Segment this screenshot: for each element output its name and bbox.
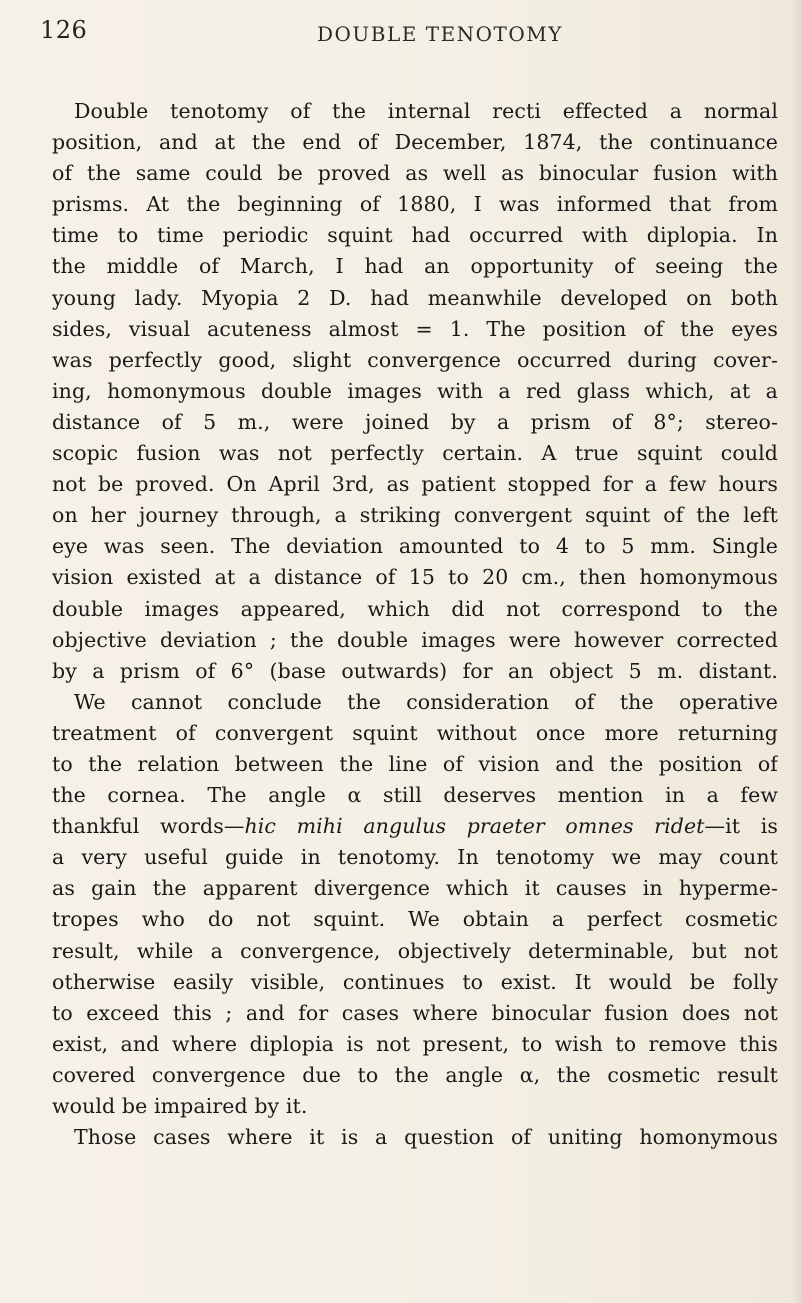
- page-number: 126: [40, 16, 88, 44]
- text-segment: thankful words—: [52, 814, 245, 839]
- text-line: treatment of convergent squint without once more returning: [52, 720, 778, 745]
- text-line: by a prism of 6° (base outwards) for an object 5 m. distant.: [52, 658, 778, 683]
- text-line: vision existed at a distance of 15 to 20 cm., then homonymous: [52, 565, 778, 590]
- text-line: on her journey through, a striking convergent squint of the left: [52, 503, 778, 528]
- text-line: distance of 5 m., were joined by a prism of 8°; stereo-: [52, 409, 778, 434]
- text-line: a very useful guide in tenotomy. In tenotomy we may count: [52, 845, 778, 870]
- latin-quotation: hic mihi angulus praeter omnes ridet: [244, 814, 705, 839]
- text-line: exist, and where diplopia is not present, to wish to remove this: [52, 1031, 778, 1056]
- text-line: tropes who do not squint. We obtain a perfect cosmetic: [52, 907, 778, 932]
- page-edge-shadow: [791, 0, 801, 1303]
- text-line: eye was seen. The deviation amounted to 4 to 5 mm. Single: [52, 534, 778, 559]
- text-segment: —it is: [704, 814, 778, 839]
- text-line: ing, homonymous double images with a red glass which, at a: [52, 378, 778, 403]
- text-line: result, while a convergence, objectively determinable, but not: [52, 938, 778, 963]
- text-line: position, and at the end of December, 1874, the continuance: [52, 130, 778, 155]
- text-line: prisms. At the beginning of 1880, I was informed that from: [52, 192, 778, 217]
- text-line: Those cases where it is a question of uniting homonymous: [74, 1125, 778, 1150]
- text-line: was perfectly good, slight convergence occurred during cover-: [52, 347, 778, 372]
- text-line: the cornea. The angle α still deserves mention in a few: [52, 783, 778, 808]
- text-line: would be impaired by it.: [52, 1094, 308, 1118]
- text-line: We cannot conclude the consideration of the operative: [74, 689, 778, 714]
- text-line: the middle of March, I had an opportunity of seeing the: [52, 254, 778, 279]
- text-line: scopic fusion was not perfectly certain. A true squint could: [52, 441, 778, 466]
- text-line: double images appeared, which did not correspond to the: [52, 596, 778, 621]
- text-line: objective deviation ; the double images were however corrected: [52, 627, 778, 652]
- text-line-mixed: [52, 811, 778, 842]
- running-title: DOUBLE TENOTOMY: [317, 22, 563, 46]
- text-line: to exceed this ; and for cases where binocular fusion does not: [52, 1000, 778, 1025]
- running-head: [40, 14, 780, 54]
- text-line: sides, visual acuteness almost = 1. The position of the eyes: [52, 316, 778, 341]
- body-text: [52, 96, 778, 1153]
- text-line: not be proved. On April 3rd, as patient stopped for a few hours: [52, 472, 778, 497]
- text-line: as gain the apparent divergence which it causes in hyperme-: [52, 876, 778, 901]
- text-line: Double tenotomy of the internal recti effected a normal: [74, 99, 778, 123]
- text-line: of the same could be proved as well as binocular fusion with: [52, 161, 778, 186]
- text-line: covered convergence due to the angle α, the cosmetic result: [52, 1062, 778, 1087]
- text-line: to the relation between the line of vision and the position of: [52, 751, 778, 776]
- text-line: time to time periodic squint had occurred with diplopia. In: [52, 223, 778, 248]
- text-line: young lady. Myopia 2 D. had meanwhile developed on both: [52, 285, 778, 310]
- text-line: otherwise easily visible, continues to exist. It would be folly: [52, 969, 778, 994]
